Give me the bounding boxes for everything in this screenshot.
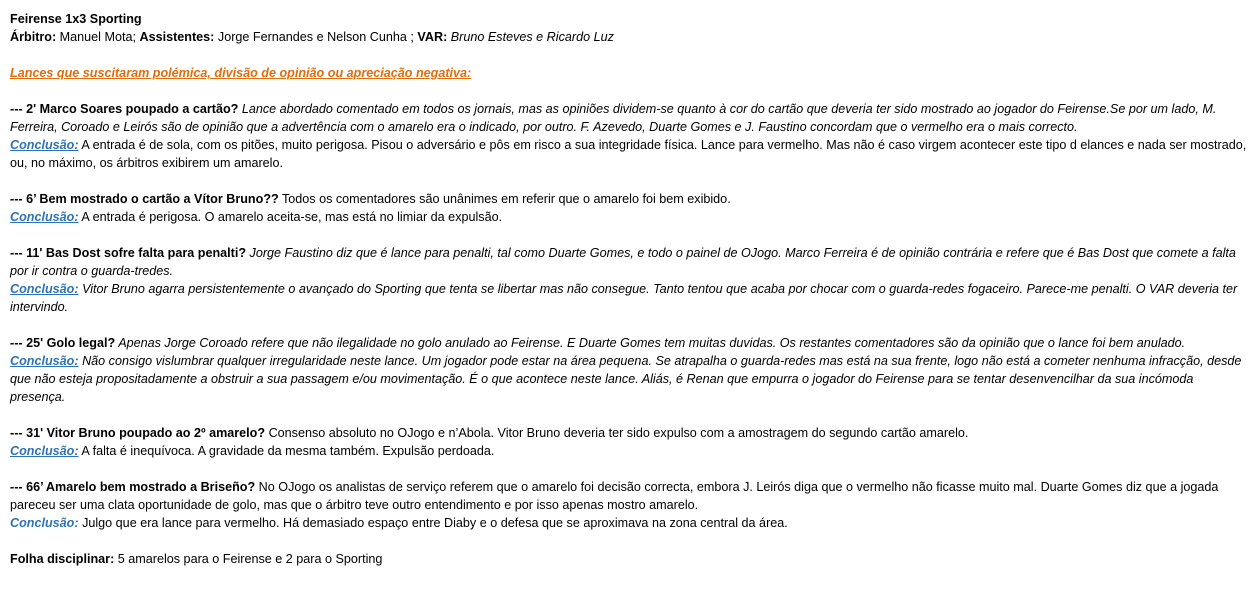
- incident-body: Lance abordado comentado em todos os jornais, mas as opiniões dividem-se quanto à cor do cartão que deveria ter sido mostrado ao jogador do Feirense.Se por um lado, M. Ferreira, Coroado e Leirós são de opinião que a advertência com o amarelo era o indicado, por outro. F. Azevedo, Duarte Gomes e J. Faustino concordam que o vermelho era o mais correcto.: [10, 102, 1217, 134]
- conclusion-6: [10, 514, 1247, 532]
- incident-6: [10, 478, 1247, 514]
- incident-body: Apenas Jorge Coroado refere que não ilegalidade no golo anulado ao Feirense. E Duarte Gomes tem muitas duvidas. Os restantes comentadores são da opinião que o lance foi bem anulado.: [115, 336, 1186, 350]
- incident-2: [10, 190, 1247, 208]
- conclusion-label: Conclusão:: [10, 138, 79, 152]
- conclusion-text: Vitor Bruno agarra persistentemente o avançado do Sporting que tenta se libertar mas não consegue. Tanto tentou que acaba por chocar com o guarda-redes fogaceiro. Parece-me penalti. O VAR deveria ter intervindo.: [10, 282, 1238, 314]
- conclusion-text: Não consigo vislumbrar qualquer irregularidade neste lance. Um jogador pode estar na área pequena. Se atrapalha o guarda-redes mas está na sua frente, logo não está a cometer nenhuma infracção, desde que não esteja propositadamente a obstruir a sua passagem e/ou movimentação. É o que acontece neste lance. Aliás, é Renan que empurra o jogador do Feirense para se tentar desenvencilhar da sua incómoda presença.: [10, 354, 1242, 404]
- incident-heading: --- 66’ Amarelo bem mostrado a Briseño?: [10, 480, 256, 494]
- conclusion-text: Julgo que era lance para vermelho. Há demasiado espaço entre Diaby e o defesa que se aproximava na zona central da área.: [78, 516, 788, 530]
- discipline-label: Folha disciplinar:: [10, 552, 115, 566]
- incident-body: Todos os comentadores são unânimes em referir que o amarelo foi bem exibido.: [278, 192, 731, 206]
- arbitro-name: Manuel Mota;: [59, 30, 136, 44]
- conclusion-1: [10, 136, 1247, 172]
- incident-4: [10, 334, 1247, 352]
- discipline-line: [10, 550, 1247, 568]
- incident-body: Jorge Faustino diz que é lance para penalti, tal como Duarte Gomes, e todo o painel de OJogo. Marco Ferreira é de opinião contrária e refere que é Bas Dost que comete a falta por ir contra o guarda-tredes.: [10, 246, 1236, 278]
- incident-body: Consenso absoluto no OJogo e n’Abola. Vitor Bruno deveria ter sido expulso com a amostragem do segundo cartão amarelo.: [265, 426, 969, 440]
- assistentes-label: Assistentes:: [139, 30, 215, 44]
- assistentes-names: Jorge Fernandes e Nelson Cunha ;: [217, 30, 414, 44]
- incident-heading: --- 25' Golo legal?: [10, 336, 116, 350]
- incident-heading: --- 11' Bas Dost sofre falta para penalti?: [10, 246, 247, 260]
- conclusion-text: A entrada é de sola, com os pitões, muito perigosa. Pisou o adversário e pôs em risco a sua integridade física. Lance para vermelho. Mas não é caso virgem acontecer este tipo d elances e nada ser mostrado, ou, no máximo, os árbitros exibirem um amarelo.: [10, 138, 1247, 170]
- conclusion-text: A entrada é perigosa. O amarelo aceita-se, mas está no limiar da expulsão.: [78, 210, 503, 224]
- var-label: VAR:: [417, 30, 448, 44]
- section-heading: Lances que suscitaram polémica, divisão de opinião ou apreciação negativa:: [10, 66, 472, 80]
- conclusion-label: Conclusão:: [10, 354, 79, 368]
- incident-3: [10, 244, 1247, 280]
- incident-heading: --- 31' Vitor Bruno poupado ao 2º amarelo?: [10, 426, 266, 440]
- conclusion-label: Conclusão:: [10, 210, 79, 224]
- conclusion-label: Conclusão:: [10, 444, 79, 458]
- incident-body: No OJogo os analistas de serviço referem que o amarelo foi decisão correcta, embora J. Leirós diga que o vermelho não ficasse muito mal. Duarte Gomes diz que a jogada pareceu ser uma clata oportunidade de golo, mas que o árbitro teve outro entendimento e por isso apenas mostro amarelo.: [10, 480, 1219, 512]
- arbitro-label: Árbitro:: [10, 30, 57, 44]
- incident-heading: --- 6’ Bem mostrado o cartão a Vítor Bruno??: [10, 192, 279, 206]
- officials-line: [10, 28, 1247, 46]
- incident-5: [10, 424, 1247, 442]
- incident-1: [10, 100, 1247, 136]
- match-title: Feirense 1x3 Sporting: [10, 12, 142, 26]
- conclusion-label: Conclusão:: [10, 516, 79, 530]
- conclusion-label: Conclusão:: [10, 282, 79, 296]
- conclusion-4: [10, 352, 1247, 406]
- discipline-text: 5 amarelos para o Feirense e 2 para o Sporting: [114, 552, 383, 566]
- var-names: Bruno Esteves e Ricardo Luz: [450, 30, 614, 44]
- conclusion-3: [10, 280, 1247, 316]
- conclusion-2: [10, 208, 1247, 226]
- conclusion-5: [10, 442, 1247, 460]
- incident-heading: --- 2' Marco Soares poupado a cartão?: [10, 102, 239, 116]
- conclusion-text: A falta é inequívoca. A gravidade da mesma também. Expulsão perdoada.: [78, 444, 495, 458]
